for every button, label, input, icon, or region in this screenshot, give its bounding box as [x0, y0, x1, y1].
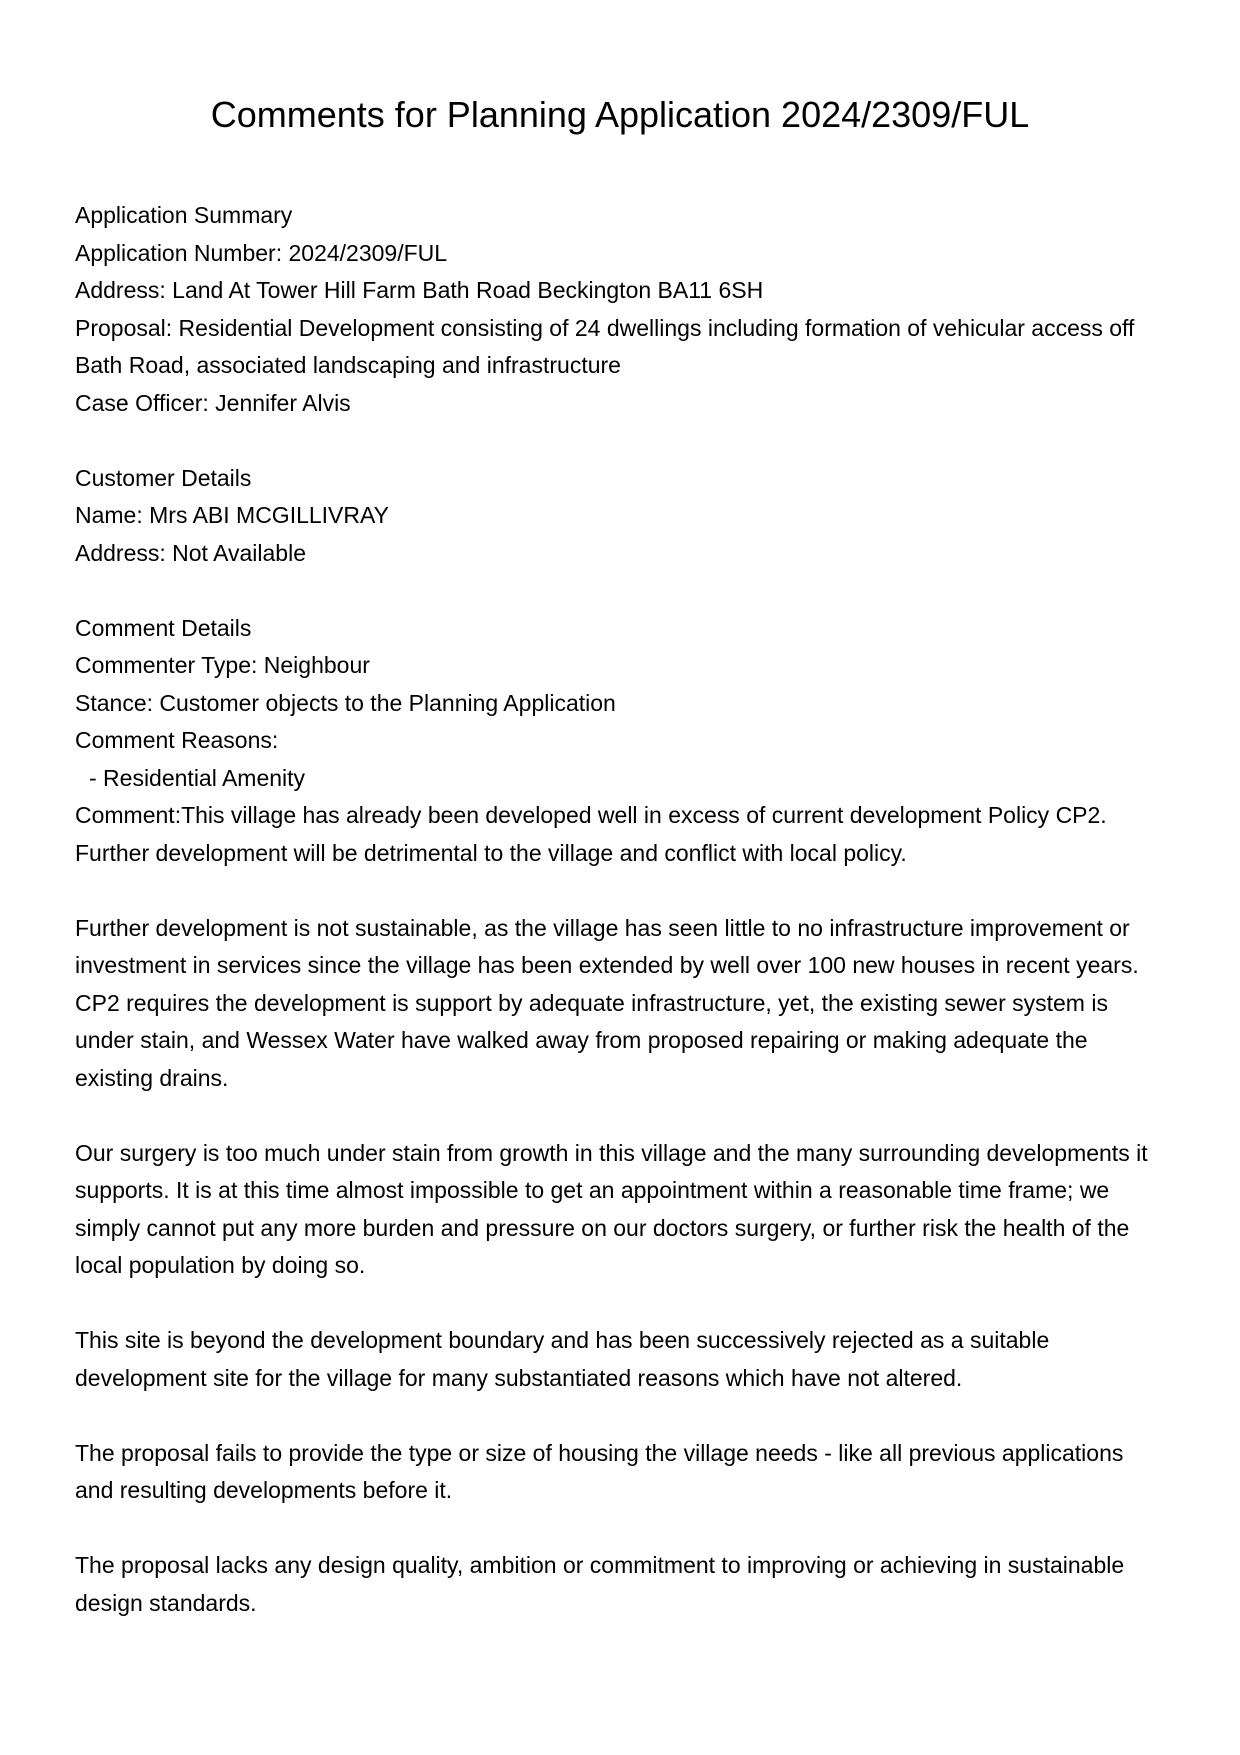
application-proposal: Proposal: Residential Development consisting of 24 dwellings including formation of vehicular access off Bath Road, associated landscaping and infrastructure — [75, 314, 1135, 378]
comment-reasons-label: Comment Reasons: — [75, 727, 279, 753]
application-address: Address: Land At Tower Hill Farm Bath Road Beckington BA11 6SH — [75, 277, 764, 303]
customer-address: Address: Not Available — [75, 539, 306, 566]
customer-details-heading: Customer Details — [75, 464, 252, 491]
customer-details-section — [75, 460, 1155, 573]
case-officer: Case Officer: Jennifer Alvis — [75, 389, 351, 416]
comment-paragraph: Further development is not sustainable, as the village has seen little to no infrastructure improvement or investment in services since the village has been extended by well over 100 new houses in recent years. CP2 requires the development is support by adequate infrastructure, yet, the existing sewer system is under stain, and Wessex Water have walked away from proposed repairing or making adequate the existing drains. — [75, 914, 1139, 1091]
comment-details-section — [75, 610, 1155, 1623]
comment-text: Comment:This village has already been developed well in excess of current development Policy CP2. Further development will be detrimental to the village and conflict with local policy. — [75, 802, 1107, 866]
comment-details-heading: Comment Details — [75, 614, 252, 641]
document-content — [75, 197, 1155, 1622]
comment-paragraph: Our surgery is too much under stain from growth in this village and the many surrounding developments it supports. It is at this time almost impossible to get an appointment within a reasonable time frame; we simply cannot put any more burden and pressure on our doctors surgery, or further risk the health of the local population by doing so. — [75, 1139, 1148, 1278]
comment-paragraph: The proposal fails to provide the type or size of housing the village needs - like all previous applications and resulting developments before it. — [75, 1439, 1124, 1503]
application-summary-heading: Application Summary — [75, 202, 293, 228]
customer-name: Name: Mrs ABI MCGILLIVRAY — [75, 502, 389, 528]
application-summary-section — [75, 197, 1155, 422]
comment-paragraph: This site is beyond the development boundary and has been successively rejected as a suitable development site for the village for many substantiated reasons which have not altered. — [75, 1327, 1050, 1391]
page-title: Comments for Planning Application 2024/2309/FUL — [210, 94, 1030, 135]
stance: Stance: Customer objects to the Planning Application — [75, 689, 616, 716]
comment-reason-item: - Residential Amenity — [89, 764, 306, 791]
application-number: Application Number: 2024/2309/FUL — [75, 239, 448, 266]
comment-paragraph: The proposal lacks any design quality, ambition or commitment to improving or achieving in sustainable design standards. — [75, 1552, 1125, 1616]
commenter-type: Commenter Type: Neighbour — [75, 652, 370, 678]
